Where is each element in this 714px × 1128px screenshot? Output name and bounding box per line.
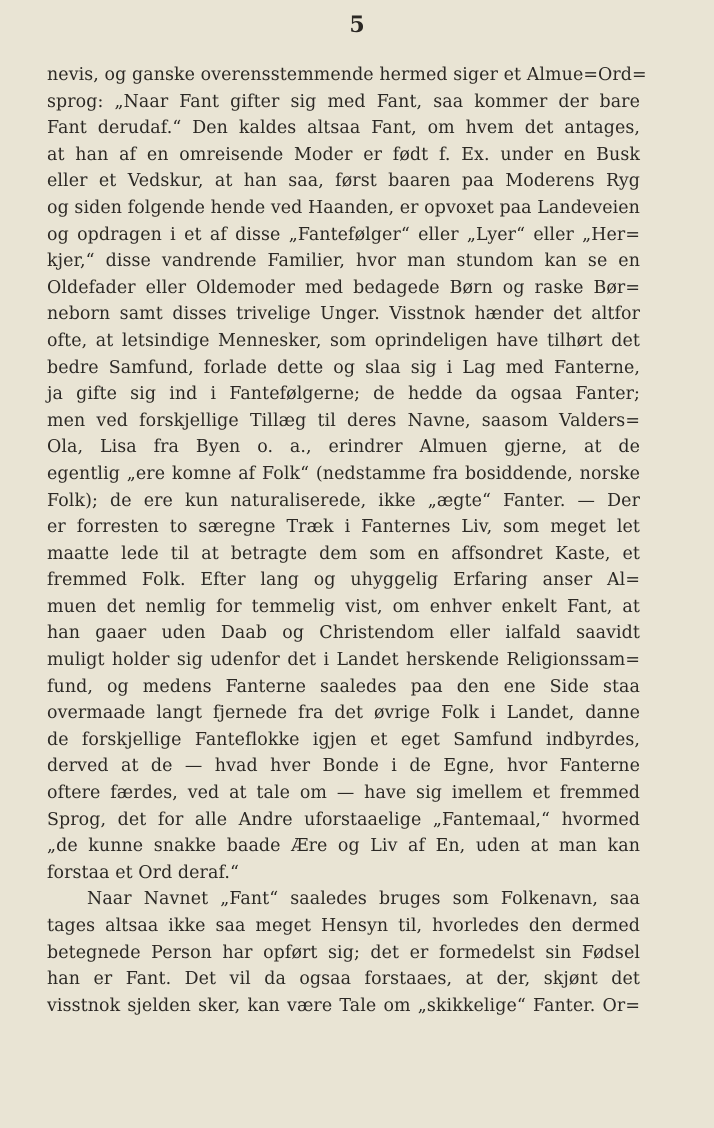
text-line: kjer,“ disse vandrende Familier, hvor man stundom kan se en [47,251,640,272]
text-line: overmaade langt fjernede fra det øvrige Folk i Landet, danne [47,703,640,724]
text-line: muligt holder sig udenfor det i Landet herskende Religionssam= [47,650,640,671]
text-line: han gaaer uden Daab og Christendom eller ialfald saavidt [47,623,640,644]
text-line: Oldefader eller Oldemoder med bedagede Børn og raske Bør= [47,277,640,298]
text-line: egentlig „ere komne af Folk“ (nedstamme fra bosiddende, norske [47,463,640,484]
text-line: bedre Samfund, forlade dette og slaa sig i Lag med Fanterne, [47,357,640,378]
page-number: 5 [349,12,365,38]
text-line: og opdragen i et af disse „Fantefølger“ eller „Lyer“ eller „Her= [47,224,640,245]
text-line: betegnede Person har opført sig; det er formedelst sin Fødsel [47,942,640,963]
text-line: Ola, Lisa fra Byen o. a., erindrer Almuen gjerne, at de [47,437,640,458]
text-line: Fant derudaf.“ Den kaldes altsaa Fant, om hvem det antages, [47,118,640,139]
text-line: maatte lede til at betragte dem som en affsondret Kaste, et [47,543,640,564]
text-line: men ved forskjellige Tillæg til deres Navne, saasom Valders= [47,410,640,431]
text-line: tages altsaa ikke saa meget Hensyn til, hvorledes den dermed [47,916,640,936]
text-line: forstaa et Ord deraf.“ [47,862,239,883]
body-text [47,62,647,1019]
text-line: „de kunne snakke baade Ære og Liv af En, uden at man kan [47,836,640,857]
text-line: er forresten to særegne Træk i Fanternes Liv, som meget let [47,517,640,538]
text-line: nevis, og ganske overensstemmende hermed siger et Almue=Ord= [47,65,647,85]
text-line: ofte, at letsindige Mennesker, som oprindeligen have tilhørt det [47,330,640,351]
text-line: fund, og medens Fanterne saaledes paa den ene Side staa [47,676,640,697]
text-line: og siden folgende hende ved Haanden, er opvoxet paa Landeveien [47,197,640,218]
text-line: at han af en omreisende Moder er født f. Ex. under en Busk [47,144,640,165]
text-line: eller et Vedskur, at han saa, først baaren paa Moderens Ryg [47,171,640,192]
text-line: visstnok sjelden sker, kan være Tale om „skikkelige“ Fanter. Or= [47,995,640,1016]
text-line: derved at de — hvad hver Bonde i de Egne, hvor Fanterne [47,756,640,777]
text-line: ja gifte sig ind i Fantefølgerne; de hedde da ogsaa Fanter; [47,384,640,405]
text-line: de forskjellige Fanteflokke igjen et eget Samfund indbyrdes, [47,729,640,750]
text-line: fremmed Folk. Efter lang og uhyggelig Erfaring anser Al= [47,570,640,591]
text-line: Naar Navnet „Fant“ saaledes bruges som Folkenavn, saa [87,889,640,910]
text-line: muen det nemlig for temmelig vist, om enhver enkelt Fant, at [47,596,640,617]
text-line: oftere færdes, ved at tale om — have sig imellem et fremmed [47,783,640,804]
text-line: han er Fant. Det vil da ogsaa forstaaes, at der, skjønt det [47,969,640,990]
text-line: neborn samt disses trivelige Unger. Visstnok hænder det altfor [47,304,640,325]
text-line: Sprog, det for alle Andre uforstaaelige „Fantemaal,“ hvormed [47,809,640,830]
text-line: Folk); de ere kun naturaliserede, ikke „ægte“ Fanter. — Der [47,490,640,511]
text-line: sprog: „Naar Fant gifter sig med Fant, saa kommer der bare [47,91,640,112]
